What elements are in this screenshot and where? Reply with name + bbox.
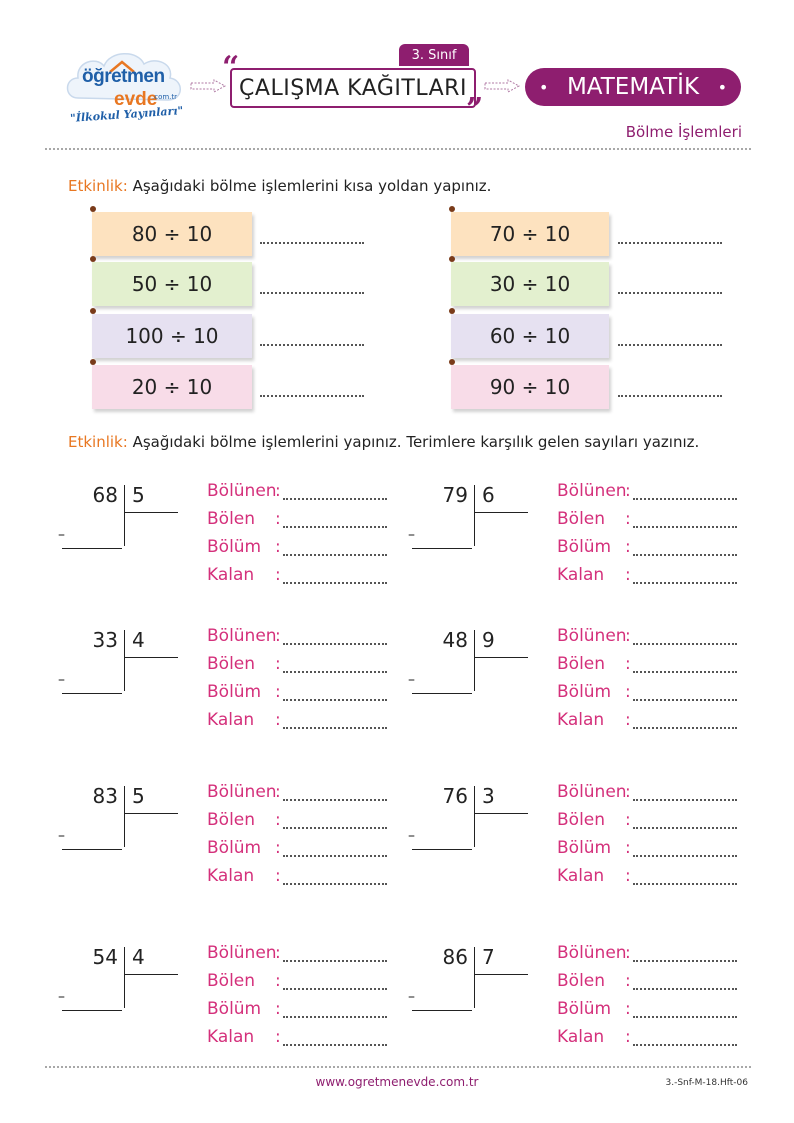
- answer-blank[interactable]: [633, 498, 737, 500]
- bullet-icon: •: [539, 77, 549, 97]
- activity-tag: Etkinlik:: [68, 177, 128, 195]
- logo-domain: .com.tr: [152, 93, 178, 101]
- term-colon: :: [275, 537, 281, 557]
- term-colon: :: [275, 509, 281, 529]
- term-label: Bölen: [207, 654, 256, 674]
- answer-blank[interactable]: [283, 855, 387, 857]
- term-colon: :: [275, 565, 281, 585]
- term-colon: :: [625, 866, 631, 886]
- footer-divider: [45, 1066, 751, 1068]
- answer-blank[interactable]: [260, 344, 364, 346]
- term-label: Bölünen: [207, 481, 277, 501]
- dividend: 68: [92, 483, 118, 507]
- division-bar-vertical: [124, 786, 125, 847]
- activity-2-heading: [68, 433, 718, 452]
- subject-pill: [525, 68, 741, 106]
- answer-blank[interactable]: [618, 395, 722, 397]
- answer-blank[interactable]: [633, 988, 737, 990]
- divisor: 5: [132, 784, 145, 808]
- term-colon: :: [625, 971, 631, 991]
- term-label: Bölüm: [207, 999, 262, 1019]
- answer-blank[interactable]: [283, 671, 387, 673]
- answer-blank[interactable]: [283, 526, 387, 528]
- answer-blank[interactable]: [260, 292, 364, 294]
- division-bar-horizontal: [124, 657, 178, 658]
- term-label: Bölünen: [207, 626, 277, 646]
- term-colon: :: [625, 626, 631, 646]
- minus-sign: –: [58, 828, 65, 844]
- term-label: Bölüm: [557, 537, 612, 557]
- division-bar-horizontal: [124, 813, 178, 814]
- division-bar-horizontal: [124, 974, 178, 975]
- answer-blank[interactable]: [283, 883, 387, 885]
- dividend: 79: [442, 483, 468, 507]
- header-divider: [45, 148, 751, 150]
- term-label: Kalan: [557, 1027, 605, 1047]
- answer-blank[interactable]: [633, 799, 737, 801]
- dividend: 48: [442, 628, 468, 652]
- term-label: Bölünen: [207, 782, 277, 802]
- answer-blank[interactable]: [283, 582, 387, 584]
- term-colon: :: [275, 782, 281, 802]
- division-card: 20 ÷ 10: [92, 365, 252, 409]
- term-colon: :: [275, 943, 281, 963]
- answer-blank[interactable]: [633, 1044, 737, 1046]
- term-colon: :: [625, 481, 631, 501]
- logo-text: öğretmen: [82, 66, 165, 87]
- subject-label: MATEMATİK: [566, 74, 700, 100]
- term-label: Bölünen: [207, 943, 277, 963]
- subtraction-line: [62, 1010, 122, 1011]
- term-label: Kalan: [207, 565, 255, 585]
- division-bar-vertical: [474, 485, 475, 546]
- term-label: Bölüm: [557, 999, 612, 1019]
- grade-tab: 3. Sınıf: [399, 44, 469, 66]
- division-bar-horizontal: [474, 657, 528, 658]
- subtraction-line: [62, 693, 122, 694]
- activity-tag: Etkinlik:: [68, 433, 128, 451]
- topic-label: Bölme İşlemleri: [625, 123, 742, 141]
- answer-blank[interactable]: [260, 395, 364, 397]
- division-bar-vertical: [124, 630, 125, 691]
- divisor: 6: [482, 483, 495, 507]
- arrow-right-icon: [190, 79, 226, 93]
- pin-icon: [90, 359, 96, 365]
- answer-blank[interactable]: [633, 960, 737, 962]
- divisor: 9: [482, 628, 495, 652]
- term-colon: :: [625, 509, 631, 529]
- dividend: 83: [92, 784, 118, 808]
- term-colon: :: [275, 838, 281, 858]
- term-label: Bölüm: [557, 682, 612, 702]
- dividend: 33: [92, 628, 118, 652]
- minus-sign: –: [408, 828, 415, 844]
- term-colon: :: [625, 654, 631, 674]
- division-bar-horizontal: [474, 974, 528, 975]
- activity-text: Aşağıdaki bölme işlemlerini kısa yoldan yapınız.: [127, 177, 492, 195]
- term-colon: :: [625, 782, 631, 802]
- term-label: Kalan: [207, 866, 255, 886]
- term-colon: :: [275, 810, 281, 830]
- logo-sub: evde: [114, 89, 158, 110]
- term-label: Kalan: [557, 710, 605, 730]
- dividend: 76: [442, 784, 468, 808]
- pin-icon: [90, 256, 96, 262]
- division-bar-vertical: [124, 485, 125, 546]
- subtraction-line: [412, 548, 472, 549]
- answer-blank[interactable]: [633, 582, 737, 584]
- term-label: Bölen: [557, 971, 606, 991]
- division-card: 100 ÷ 10: [92, 314, 252, 358]
- term-colon: :: [625, 999, 631, 1019]
- answer-blank[interactable]: [633, 554, 737, 556]
- term-label: Bölen: [557, 810, 606, 830]
- pin-icon: [90, 308, 96, 314]
- answer-blank[interactable]: [633, 643, 737, 645]
- term-colon: :: [275, 654, 281, 674]
- term-label: Bölünen: [557, 943, 627, 963]
- term-label: Bölen: [207, 810, 256, 830]
- minus-sign: –: [408, 989, 415, 1005]
- subtraction-line: [412, 849, 472, 850]
- answer-blank[interactable]: [283, 960, 387, 962]
- answer-blank[interactable]: [283, 827, 387, 829]
- close-quote-icon: ”: [466, 92, 484, 127]
- term-label: Bölünen: [557, 481, 627, 501]
- footer-url: www.ogretmenevde.com.tr: [315, 1075, 479, 1089]
- division-bar-horizontal: [124, 512, 178, 513]
- divisor: 4: [132, 628, 145, 652]
- division-card: 70 ÷ 10: [451, 212, 609, 256]
- term-colon: :: [625, 682, 631, 702]
- dividend: 54: [92, 945, 118, 969]
- subtraction-line: [412, 1010, 472, 1011]
- term-label: Bölüm: [207, 838, 262, 858]
- minus-sign: –: [58, 527, 65, 543]
- term-label: Bölüm: [207, 537, 262, 557]
- dividend: 86: [442, 945, 468, 969]
- answer-blank[interactable]: [283, 727, 387, 729]
- footer-code: 3.-Snf-M-18.Hft-06: [665, 1078, 748, 1088]
- answer-blank[interactable]: [283, 988, 387, 990]
- publisher-logo: [60, 42, 190, 132]
- division-bar-vertical: [474, 630, 475, 691]
- answer-blank[interactable]: [260, 242, 364, 244]
- answer-blank[interactable]: [618, 292, 722, 294]
- bullet-icon: •: [717, 77, 727, 97]
- answer-blank[interactable]: [283, 799, 387, 801]
- term-label: Kalan: [207, 710, 255, 730]
- answer-blank[interactable]: [633, 883, 737, 885]
- term-colon: :: [625, 810, 631, 830]
- open-quote-icon: “: [222, 50, 240, 85]
- term-colon: :: [275, 481, 281, 501]
- worksheet-title: ÇALIŞMA KAĞITLARI: [230, 68, 476, 108]
- answer-blank[interactable]: [633, 699, 737, 701]
- division-bar-vertical: [124, 947, 125, 1008]
- term-colon: :: [275, 682, 281, 702]
- term-label: Bölen: [207, 509, 256, 529]
- divisor: 5: [132, 483, 145, 507]
- term-label: Kalan: [557, 866, 605, 886]
- answer-blank[interactable]: [633, 1016, 737, 1018]
- division-card: 60 ÷ 10: [451, 314, 609, 358]
- term-label: Bölünen: [557, 782, 627, 802]
- answer-blank[interactable]: [633, 671, 737, 673]
- division-card: 50 ÷ 10: [92, 262, 252, 306]
- term-label: Bölen: [557, 509, 606, 529]
- term-colon: :: [275, 866, 281, 886]
- subtraction-line: [412, 693, 472, 694]
- subtraction-line: [62, 849, 122, 850]
- subtraction-line: [62, 548, 122, 549]
- term-colon: :: [625, 565, 631, 585]
- division-bar-vertical: [474, 786, 475, 847]
- activity-1-heading: [68, 177, 491, 196]
- term-colon: :: [275, 1027, 281, 1047]
- answer-blank[interactable]: [283, 1044, 387, 1046]
- pin-icon: [449, 256, 455, 262]
- answer-blank[interactable]: [633, 827, 737, 829]
- term-colon: :: [275, 626, 281, 646]
- division-card: 30 ÷ 10: [451, 262, 609, 306]
- term-colon: :: [625, 838, 631, 858]
- term-colon: :: [625, 1027, 631, 1047]
- answer-blank[interactable]: [283, 554, 387, 556]
- answer-blank[interactable]: [283, 1016, 387, 1018]
- answer-blank[interactable]: [283, 643, 387, 645]
- term-label: Bölünen: [557, 626, 627, 646]
- term-colon: :: [625, 943, 631, 963]
- pin-icon: [90, 206, 96, 212]
- term-label: Kalan: [557, 565, 605, 585]
- term-colon: :: [625, 710, 631, 730]
- division-bar-horizontal: [474, 813, 528, 814]
- answer-blank[interactable]: [283, 498, 387, 500]
- term-label: Bölüm: [557, 838, 612, 858]
- minus-sign: –: [408, 527, 415, 543]
- division-bar-vertical: [474, 947, 475, 1008]
- term-label: Bölüm: [207, 682, 262, 702]
- logo-tagline: "İlkokul Yayınları": [69, 104, 184, 125]
- division-card: 80 ÷ 10: [92, 212, 252, 256]
- division-bar-horizontal: [474, 512, 528, 513]
- answer-blank[interactable]: [618, 242, 722, 244]
- term-colon: :: [275, 999, 281, 1019]
- minus-sign: –: [408, 672, 415, 688]
- minus-sign: –: [58, 989, 65, 1005]
- term-label: Bölen: [207, 971, 256, 991]
- answer-blank[interactable]: [618, 344, 722, 346]
- division-card: 90 ÷ 10: [451, 365, 609, 409]
- answer-blank[interactable]: [283, 699, 387, 701]
- divisor: 7: [482, 945, 495, 969]
- term-colon: :: [275, 710, 281, 730]
- term-label: Kalan: [207, 1027, 255, 1047]
- answer-blank[interactable]: [633, 727, 737, 729]
- answer-blank[interactable]: [633, 526, 737, 528]
- divisor: 4: [132, 945, 145, 969]
- answer-blank[interactable]: [633, 855, 737, 857]
- term-label: Bölen: [557, 654, 606, 674]
- pin-icon: [449, 206, 455, 212]
- pin-icon: [449, 359, 455, 365]
- divisor: 3: [482, 784, 495, 808]
- pin-icon: [449, 308, 455, 314]
- minus-sign: –: [58, 672, 65, 688]
- term-colon: :: [625, 537, 631, 557]
- activity-text: Aşağıdaki bölme işlemlerini yapınız. Terimlere karşılık gelen sayıları yazınız.: [127, 433, 700, 451]
- term-colon: :: [275, 971, 281, 991]
- arrow-right-icon: [484, 79, 520, 93]
